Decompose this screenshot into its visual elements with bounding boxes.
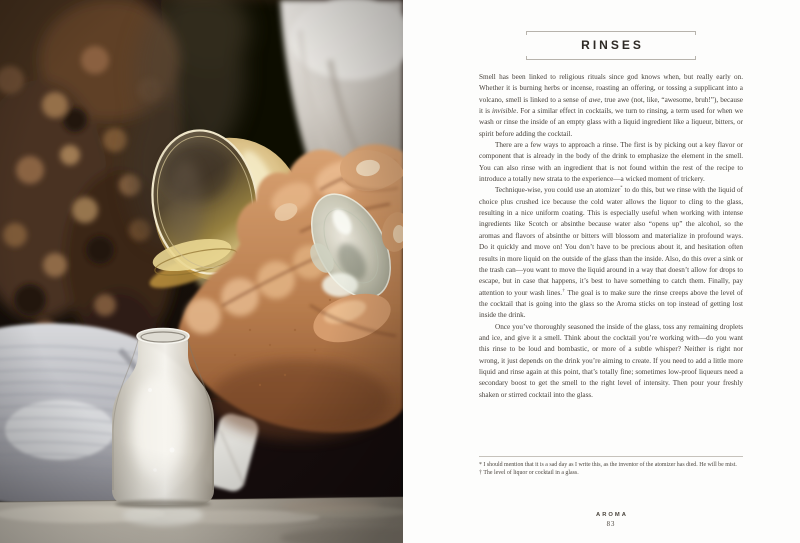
page-footer bbox=[479, 512, 743, 528]
footnotes bbox=[479, 456, 743, 479]
chapter-title-block bbox=[479, 31, 743, 60]
section-label: AROMA bbox=[596, 512, 628, 518]
page-number: 83 bbox=[606, 521, 616, 528]
footnote: † The level of liquor or cocktail in a glass. bbox=[479, 470, 579, 477]
paragraph: Once you’ve thoroughly seasoned the inside of the glass, toss any remaining droplets and ice, and give it a smell. Think about the cocktail you’re working with—do you want this rinse to be loud and bombastic, or more of a subtle whisper? Neither is right nor wrong, it just depends on the drink you’re aiming to create. If you need to add a little more liquid and rinse again at this point, that’s totally fine; sometimes low-proof liqueurs need a secondary boost to get the smell to the right level of intensity. Then pour your freshly shaken or stirred cocktail into the glass. bbox=[479, 322, 743, 399]
paragraph: Smell has been linked to religious rituals since god knows when, but really early on. Whether it is burning herbs or incense, roasting an offering, or tossing a supplicant into a volcano, smell is linked to a sense of awe, true awe (not, like, “awesome, bruh!”), because it is invisible. For a similar effect in cocktails, we turn to rinsing, a term used for when we wash or rinse the inside of an empty glass with a liquid ingredient like a liqueur, bitters, or spirit before adding the cocktail. bbox=[479, 73, 743, 138]
title-rule-bottom bbox=[526, 59, 696, 60]
paragraph: Technique-wise, you could use an atomizer* to do this, but we rinse with the liquid of choice plus crushed ice because the cold water allows the liquor to cling to the glass, resulting in a nice uniform coating. This is especially useful when working with intense ingredients like Scotch or absinthe because water also “opens up” the alcohol, so the aromas and flavors of absinthe or bitters will blossom and materialize in profound ways. Do it quickly and move on! You don’t have to be precious about it, and hesitation often results in more liquid on the outside of the glass than the inside. Also, do this over a sink or the trash can—you want to move the liquid around in a way that doesn’t allow for drops to escape, but in case that happens, it’s best to have something to catch them. Finally, pay attention to your wash lines.† The goal is to make sure the rinse creeps above the level of the cocktail that is going into the glass so the Aroma sticks on top instead of getting lost inside the drink. bbox=[479, 185, 743, 320]
title-rule-top bbox=[526, 31, 696, 32]
body-text bbox=[479, 72, 743, 401]
paragraph: There are a few ways to approach a rinse. The first is by picking out a key flavor or component that is already in the body of the drink to emphasize the element in the smell. You can also rinse with an ingredient that is not found within the rest of the recipe to introduce a totally new strata to the experience—a wicked moment of trickery. bbox=[479, 141, 743, 184]
text-page bbox=[403, 0, 800, 543]
page-title: RINSES bbox=[581, 38, 644, 52]
footnotes-list bbox=[479, 462, 743, 478]
text-column bbox=[479, 0, 743, 401]
footnote: * I should mention that it is a sad day as I write this, as the inventor of the atomizer has died. He will be mist. bbox=[479, 462, 737, 468]
footnote-rule bbox=[479, 456, 743, 457]
